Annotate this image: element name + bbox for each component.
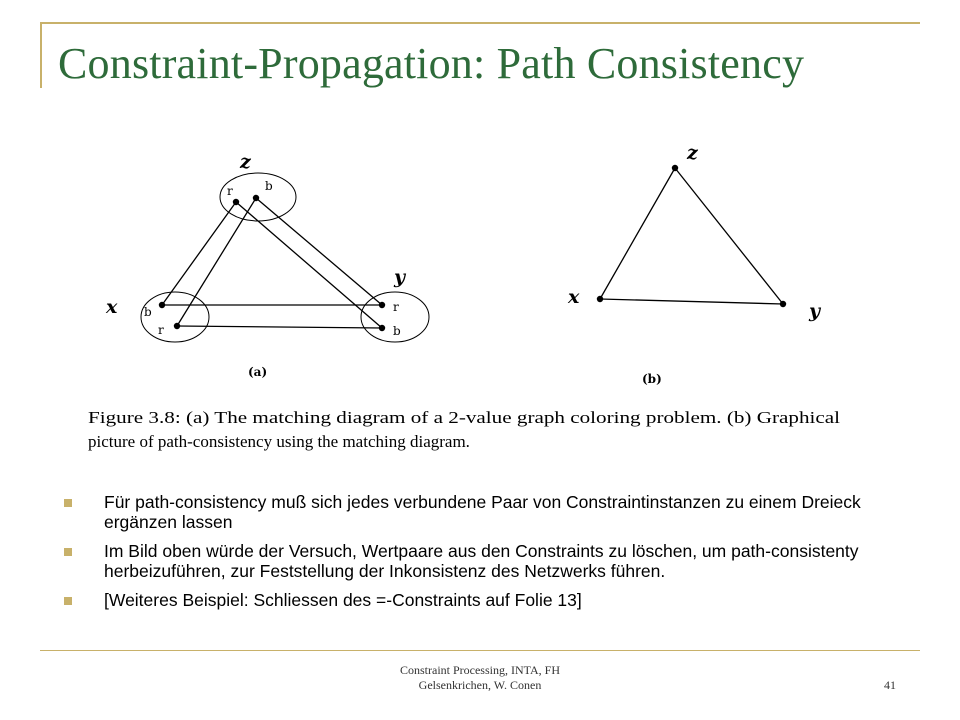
y-b-label: b <box>393 324 401 338</box>
x-b-label: b <box>144 305 152 319</box>
panel-a <box>105 151 429 379</box>
b-node-y-label: y <box>809 300 821 322</box>
matching-diagram-figure <box>60 125 860 465</box>
x-b-point <box>159 302 165 308</box>
edge-z-r-y-b <box>236 202 382 328</box>
node-x-label: x <box>106 296 118 318</box>
left-rule <box>40 22 42 88</box>
square-bullet-icon <box>64 499 72 507</box>
x-r-label: r <box>158 323 164 337</box>
b-z-point <box>672 165 678 171</box>
bottom-rule <box>40 650 920 651</box>
panel-a-label: (a) <box>248 365 268 379</box>
y-b-point <box>379 325 385 331</box>
b-x-point <box>597 296 603 302</box>
bullet-item <box>62 492 862 532</box>
slide-title: Constraint-Propagation: Path Consistency <box>58 39 805 88</box>
bullet-item <box>62 590 862 610</box>
x-r-point <box>174 323 180 329</box>
b-node-z-label: z <box>687 142 698 164</box>
square-bullet-icon <box>64 597 72 605</box>
page-number: 41 <box>884 678 896 692</box>
bullet-text: Im Bild oben würde der Versuch, Wertpaare aus den Constraints zu löschen, um path-consistenty herbeizuführen, zur Feststellung der Inkonsistenz des Netzwerks führen. <box>104 541 859 581</box>
node-y-label: y <box>394 266 406 288</box>
edge-z-b-y-r <box>256 198 382 305</box>
panel-b-label: (b) <box>642 372 662 386</box>
bullet-list <box>62 492 862 619</box>
bullet-item <box>62 541 862 581</box>
panel-b <box>567 142 822 386</box>
y-r-label: r <box>393 300 399 314</box>
z-r-label: r <box>227 184 233 198</box>
figure-caption-line-1: Figure 3.8: (a) The matching diagram of a 2-value graph coloring problem. (b) Graphical <box>88 408 841 427</box>
z-r-point <box>233 199 239 205</box>
edge-x-r-y-b <box>177 326 382 328</box>
b-node-x-label: x <box>568 286 580 308</box>
figure-caption-line-2: picture of path-consistency using the matching diagram. <box>88 432 470 451</box>
bullet-text: Für path-consistency muß sich jedes verbundene Paar von Constraintinstanzen zu einem Dreieck ergänzen lassen <box>104 492 861 532</box>
slide-footer: Constraint Processing, INTA, FH Gelsenkrichen, W. Conen <box>399 663 561 692</box>
z-b-label: b <box>265 179 273 193</box>
edge-b-z-y <box>675 168 783 304</box>
node-z-label: z <box>240 151 251 173</box>
edge-z-b-x-r <box>177 198 256 326</box>
bullet-text: [Weiteres Beispiel: Schliessen des =-Constraints auf Folie 13] <box>104 590 582 610</box>
b-y-point <box>780 301 786 307</box>
edge-b-z-x <box>600 168 675 299</box>
z-b-point <box>253 195 259 201</box>
top-rule <box>40 22 920 24</box>
edge-b-x-y <box>600 299 783 304</box>
square-bullet-icon <box>64 548 72 556</box>
y-r-point <box>379 302 385 308</box>
